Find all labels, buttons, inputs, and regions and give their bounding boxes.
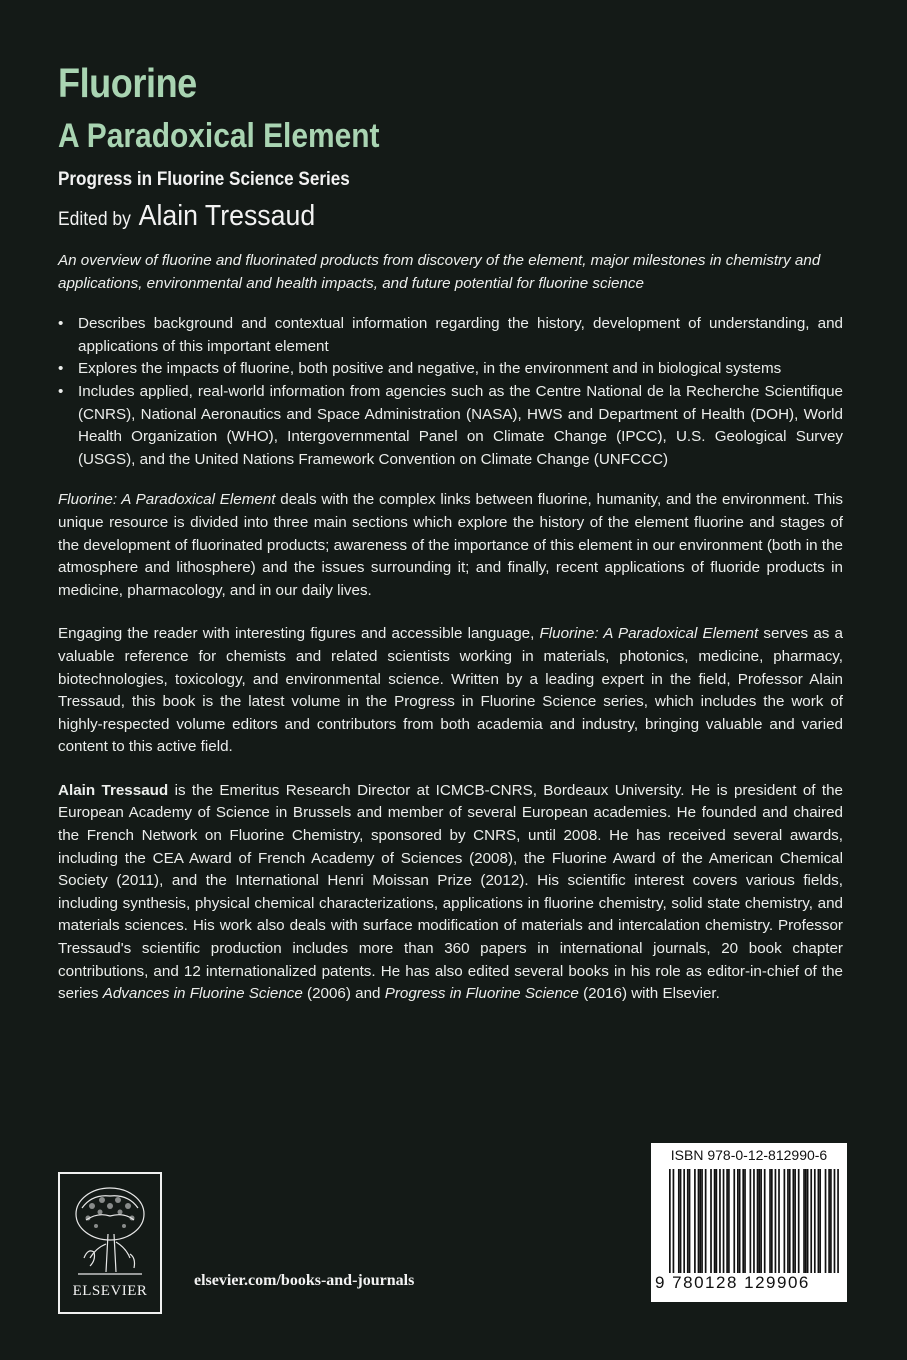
barcode-bar [787,1169,789,1273]
barcode-bar [678,1169,680,1273]
barcode-bar [771,1169,773,1273]
description-paragraph-1 [58,489,843,602]
author-name: Alain Tressaud [58,781,169,799]
bio-text: (2016) with Elsevier. [578,985,720,1003]
isbn-barcode [651,1143,847,1302]
barcode-bar [733,1169,735,1273]
barcode-bar [760,1169,762,1273]
barcode-digits: 9 780128 129906 [655,1273,810,1292]
barcode-bar [719,1169,721,1273]
barcode-bar [769,1169,771,1273]
barcode-bar [701,1169,703,1273]
barcode-bar [728,1169,730,1273]
barcode-bar [753,1169,755,1273]
bullet-icon: • [58,360,64,378]
barcode-bar [723,1169,725,1273]
edited-by-label: Edited by [58,209,131,230]
barcode-bar [819,1169,821,1273]
isbn-label: ISBN 978-0-12-812990-6 [670,1147,828,1163]
paragraph-lead: Engaging the reader with interesting figures and accessible language, [58,625,540,643]
barcode-bar [698,1169,700,1273]
barcode-bar [689,1169,691,1273]
barcode-bar [694,1169,696,1273]
barcode-bar [714,1169,716,1273]
barcode-bar [742,1169,744,1273]
barcode-bar [705,1169,707,1273]
barcode-bar [837,1169,839,1273]
list-item [58,381,843,471]
barcode-bar [798,1169,800,1273]
barcode-bar [810,1169,812,1273]
barcode-bar [687,1169,689,1273]
list-item [58,358,843,381]
book-title-italic: Fluorine: A Paradoxical Element [539,625,759,643]
barcode-bar [726,1169,728,1273]
bullet-icon: • [58,315,64,333]
barcode-bar [758,1169,760,1273]
barcode-bar [716,1169,718,1273]
barcode-bar [784,1169,786,1273]
barcode-bar [673,1169,675,1273]
barcode-bar [794,1169,796,1273]
barcode-bar [834,1169,836,1273]
barcode-bar [739,1169,741,1273]
list-item [58,313,843,358]
description-body [58,250,843,1027]
editor-line [58,198,785,239]
book-title: Fluorine [58,60,197,106]
barcode-bar [699,1169,701,1273]
author-bio [58,780,843,1006]
barcode-bar [680,1169,682,1273]
barcode-bar [803,1169,805,1273]
barcode-bar [778,1169,780,1273]
paragraph-text: deals with the complex links between fluorine, humanity, and the environment. This unique resource is divided into three main sections which explore the history of the element fluorine and stages of the development of fluorinated products; awareness of the importance of this element in our environment (both in the atmosphere and lithosphere) and the issues surrounding it; and finally, recent applications of fluoride products in medicine, pharmacology, and in our daily lives. [58,491,843,599]
series-title-italic: Progress in Fluorine Science [384,985,579,1003]
book-title-italic: Fluorine: A Paradoxical Element [58,491,276,509]
overview-text: An overview of fluorine and fluorinated products from discovery of the element, major milestones in chemistry and applications, environmental and health impacts, and future potential for fluorine science [58,252,821,292]
description-paragraph-2 [58,623,843,759]
barcode-bar [669,1169,671,1273]
feature-text: Explores the impacts of fluorine, both positive and negative, in the environment and in biological systems [78,360,782,378]
barcode-bars [669,1169,839,1273]
barcode-bar [825,1169,827,1273]
barcode-bar [710,1169,712,1273]
feature-text: Describes background and contextual information regarding the history, development of understanding, and applications of this important element [78,315,843,355]
book-subtitle: A Paradoxical Element [58,117,380,155]
elsevier-wordmark: ELSEVIER [72,1283,148,1299]
editor-name: Alain Tressaud [138,200,316,232]
barcode-bar [828,1169,830,1273]
barcode-bar [775,1169,777,1273]
paragraph-text: serves as a valuable reference for chemists and related scientists working in materials, photonics, medicine, pharmacy, biotechnologies, toxicology, and environmental science. Written by a leading expert in the field, Professor Alain Tressaud, this book is the latest volume in the Progress in Fluorine Science series, which includes the work of highly-respected volume editors and contributors from both academia and industry, bringing valuable and varied content to this active field. [58,625,843,756]
publisher-website[interactable]: elsevier.com/books-and-journals [194,1272,415,1289]
bullet-icon: • [58,382,64,400]
elsevier-tree-icon [70,1184,150,1280]
barcode-bar [818,1169,820,1273]
series-title-italic: Advances in Fluorine Science [102,985,303,1003]
barcode-bar [807,1169,809,1273]
barcode-bar [814,1169,816,1273]
elsevier-logo [58,1172,162,1314]
bio-text: (2006) and [302,985,385,1003]
barcode-bar [792,1169,794,1273]
barcode-bar [830,1169,832,1273]
cover-header [58,58,848,239]
barcode-bar [683,1169,685,1273]
barcode-bar [744,1169,746,1273]
series-name: Progress in Fluorine Science Series [58,169,350,190]
barcode-bar [764,1169,766,1273]
barcode-bar [805,1169,807,1273]
barcode-bar [737,1169,739,1273]
bio-text: is the Emeritus Research Director at ICMCB-CNRS, Bordeaux University. He is president of the European Academy of Science in Brussels and member of several European academies. He founded and chaired the French Network on Fluorine Chemistry, sponsored by CNRS, until 2008. He has received several awards, including the CEA Award of French Academy of Sciences (2008), the Fluorine Award of the American Chemical Society (2011), and the International Henri Moissan Prize (2012). His scientific interest covers various fields, including synthesis, physical chemical characterizations, applications in fluorine chemistry, solid state chemistry, and materials sciences. His work also deals with surface modification of materials and intercalation chemistry. Professor Tressaud's scientific production includes more than 360 papers in international journals, 20 book chapter contributions, and 12 internationalized patents. He has also edited several books in his role as editor-in-chief of the series [58,781,843,1003]
feature-text: Includes applied, real-world information from agencies such as the Centre National de la Recherche Scientifique (CNRS), National Aeronautics and Space Administration (NASA), HWS and Department of Health (DOH), World Health Organization (WHO), Intergovernmental Panel on Climate Change (IPCC), U.S. Geological Survey (USGS), and the United Nations Framework Convention on Climate Change (UNFCCC) [78,382,843,468]
barcode-bar [757,1169,759,1273]
barcode-bar [789,1169,791,1273]
barcode-bar [750,1169,752,1273]
feature-list [58,313,843,471]
